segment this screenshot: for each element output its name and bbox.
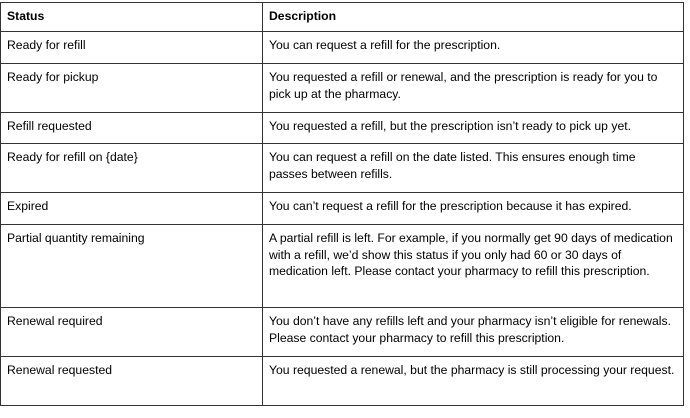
status-cell: Renewal requested <box>1 357 263 406</box>
table-row <box>1 193 684 225</box>
table-row <box>1 64 684 113</box>
status-cell: Ready for refill on {date} <box>1 144 263 193</box>
table-row <box>1 144 684 193</box>
description-cell: You can request a refill for the prescription. <box>263 32 684 64</box>
description-cell: You don’t have any refills left and your pharmacy isn’t eligible for renewals. Please contact your pharmacy to refill this prescription. <box>263 308 684 357</box>
status-table <box>0 2 684 406</box>
status-cell: Renewal required <box>1 308 263 357</box>
description-cell: You requested a refill or renewal, and the prescription is ready for you to pick up at the pharmacy. <box>263 64 684 113</box>
status-cell: Partial quantity remaining <box>1 225 263 308</box>
status-cell: Expired <box>1 193 263 225</box>
table-row <box>1 113 684 144</box>
description-column-header: Description <box>263 3 684 32</box>
description-cell: A partial refill is left. For example, if you normally get 90 days of medication with a refill, we’d show this status if you only had 60 or 30 days of medication left. Please contact your pharmacy to refill this prescription. <box>263 225 684 308</box>
status-column-header: Status <box>1 3 263 32</box>
status-cell: Refill requested <box>1 113 263 144</box>
description-cell: You can’t request a refill for the prescription because it has expired. <box>263 193 684 225</box>
table-row <box>1 357 684 406</box>
description-cell: You requested a refill, but the prescription isn’t ready to pick up yet. <box>263 113 684 144</box>
table-header-row <box>1 3 684 32</box>
description-cell: You can request a refill on the date listed. This ensures enough time passes between refills. <box>263 144 684 193</box>
table-row <box>1 225 684 308</box>
table-row <box>1 32 684 64</box>
description-cell: You requested a renewal, but the pharmacy is still processing your request. <box>263 357 684 406</box>
status-cell: Ready for refill <box>1 32 263 64</box>
status-cell: Ready for pickup <box>1 64 263 113</box>
table-row <box>1 308 684 357</box>
